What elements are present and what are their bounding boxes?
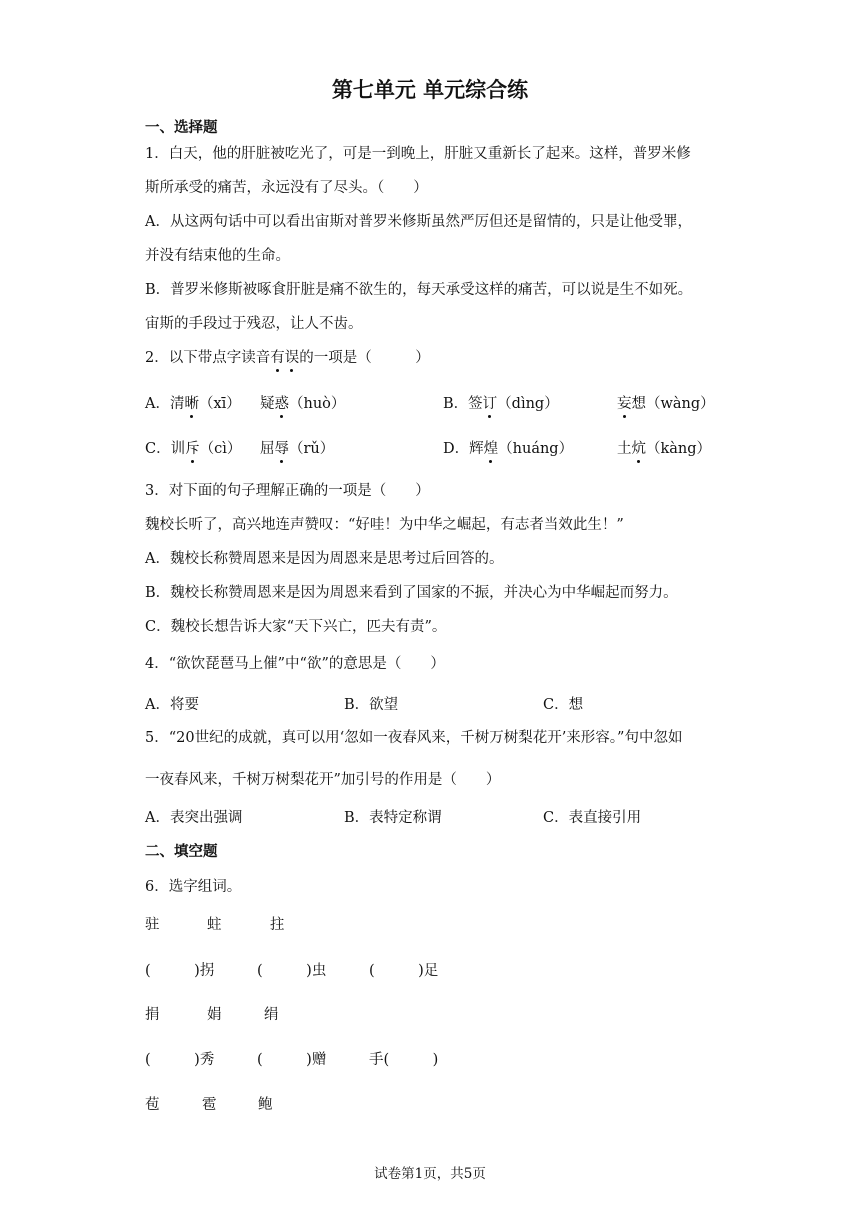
q4-option-c: C．想 [543,697,584,713]
q2-option-d-char-2: 土 [617,441,632,457]
q6-group1-char: 拄 [270,917,285,933]
q2-option-d-dotted-2: 炕 [631,441,646,457]
q2-option-a-dotted-2: 惑 [274,396,289,412]
q2-option-d-label: D．辉 [443,441,484,457]
q1-stem-line2: 斯所承受的痛苦，永远没有了尽头。（ ） [145,180,428,196]
q6-group1-char: 蛀 [207,917,222,933]
q2-stem [145,346,430,367]
q2-option-c-dotted-1: 斥 [185,441,200,457]
q1-option-a-line2: 并没有结束他的生命。 [145,248,290,264]
q1-stem-line1: 1．白天，他的肝脏被吃光了，可是一到晚上，肝脏又重新长了起来。这样，普罗米修 [145,146,691,162]
q2-option-a-word1 [145,392,241,413]
q4-option-a: A．将要 [145,697,199,713]
q6-group3-char: 雹 [202,1097,217,1113]
q2-stem-pre: 2．以下带点字读音 [145,350,271,366]
q2-option-a-dotted-1: 晰 [184,396,199,412]
q1-option-b-line1: B．普罗米修斯被啄食肝脏是痛不欲生的，每天承受这样的痛苦，可以说是生不如死。 [145,282,693,298]
q2-option-a-pinyin-2: （huò） [289,396,346,412]
q2-option-d-word1 [443,437,573,458]
q3-option-c: C．魏校长想告诉大家“天下兴亡，匹夫有责”。 [145,619,447,635]
q6-group2-char: 捐 [145,1007,160,1023]
q2-option-a-label: A．清 [145,396,185,412]
q5-option-a: A．表突出强调 [145,810,243,826]
q6-group2-blank[interactable]: ( )秀 [145,1052,215,1068]
section-heading-fill: 二、填空题 [145,844,218,860]
q5-stem-line2: 一夜春风来，千树万树梨花开”加引号的作用是（ ） [145,772,501,788]
q2-option-c-pinyin-2: （rǔ） [289,441,335,457]
q6-group2-char: 娟 [207,1007,222,1023]
q2-option-a-pinyin-1: （xī） [198,396,241,412]
q2-option-b-word2 [617,392,715,413]
q1-option-a-line1: A．从这两句话中可以看出宙斯对普罗米修斯虽然严厉但还是留情的，只是让他受罪， [145,214,692,230]
q2-stem-dotted-char-1: 有 [270,350,285,366]
q2-option-b-dotted-2: 妄 [617,396,632,412]
q5-stem-line1: 5．“20世纪的成就，真可以用‘忽如一夜春风来，千树万树梨花开’来形容。”句中忽如 [145,730,683,746]
q2-option-d-pinyin-1: （huáng） [498,441,574,457]
q2-option-b-rest-2: 想（wàng） [631,396,715,412]
q6-group2-char: 绢 [264,1007,279,1023]
q2-option-c-label: C．训 [145,441,186,457]
q2-option-c-word2 [260,437,334,458]
q2-option-b-pinyin-1: （dìng） [497,396,559,412]
q2-option-c-dotted-2: 辱 [274,441,289,457]
q6-group1-char: 驻 [145,917,160,933]
section-heading-choice: 一、选择题 [145,120,218,136]
q6-group3-char: 鲍 [258,1097,273,1113]
q6-stem: 6．选字组词。 [145,879,242,895]
q2-option-c-word1 [145,437,241,458]
q2-option-a-char-2: 疑 [260,396,275,412]
q6-group1-blank[interactable]: ( )足 [369,963,439,979]
page-title: 第七单元 单元综合练 [331,78,529,102]
q6-group2-blank[interactable]: 手( ) [369,1052,439,1068]
q2-option-c-pinyin-1: （cì） [199,441,242,457]
q6-group3-char: 苞 [145,1097,160,1113]
q2-stem-dotted-char-2: 误 [284,350,300,366]
q1-option-b-line2: 宙斯的手段过于残忍，让人不齿。 [145,316,363,332]
q2-option-c-char-2: 屈 [260,441,275,457]
page-footer: 试卷第1页，共5页 [374,1166,486,1182]
q3-option-b: B．魏校长称赞周恩来是因为周恩来看到了国家的不振，并决心为中华崛起而努力。 [145,585,678,601]
q2-option-b-word1 [443,392,559,413]
q2-option-d-dotted-1: 煌 [483,441,499,457]
q3-stem: 3．对下面的句子理解正确的一项是（ ） [145,483,430,499]
q2-option-a-word2 [260,392,345,413]
q2-stem-post: 的一项是（ ） [299,350,430,366]
q2-option-d-pinyin-2: （kàng） [646,441,712,457]
q5-option-c: C．表直接引用 [543,810,642,826]
q6-group1-blank[interactable]: ( )拐 [145,963,215,979]
q2-option-d-word2 [617,437,711,458]
q6-group1-blank[interactable]: ( )虫 [257,963,327,979]
q6-group2-blank[interactable]: ( )赠 [257,1052,327,1068]
q3-quote: 魏校长听了，高兴地连声赞叹：“好哇！为中华之崛起，有志者当效此生！” [145,517,624,533]
q2-option-b-dotted-1: 订 [482,396,498,412]
q4-stem: 4．“欲饮琵琶马上催”中“欲”的意思是（ ） [145,656,445,672]
q2-option-b-label: B．签 [443,396,483,412]
q3-option-a: A．魏校长称赞周恩来是因为周恩来是思考过后回答的。 [145,551,504,567]
q5-option-b: B．表特定称谓 [344,810,442,826]
q4-option-b: B．欲望 [344,697,399,713]
